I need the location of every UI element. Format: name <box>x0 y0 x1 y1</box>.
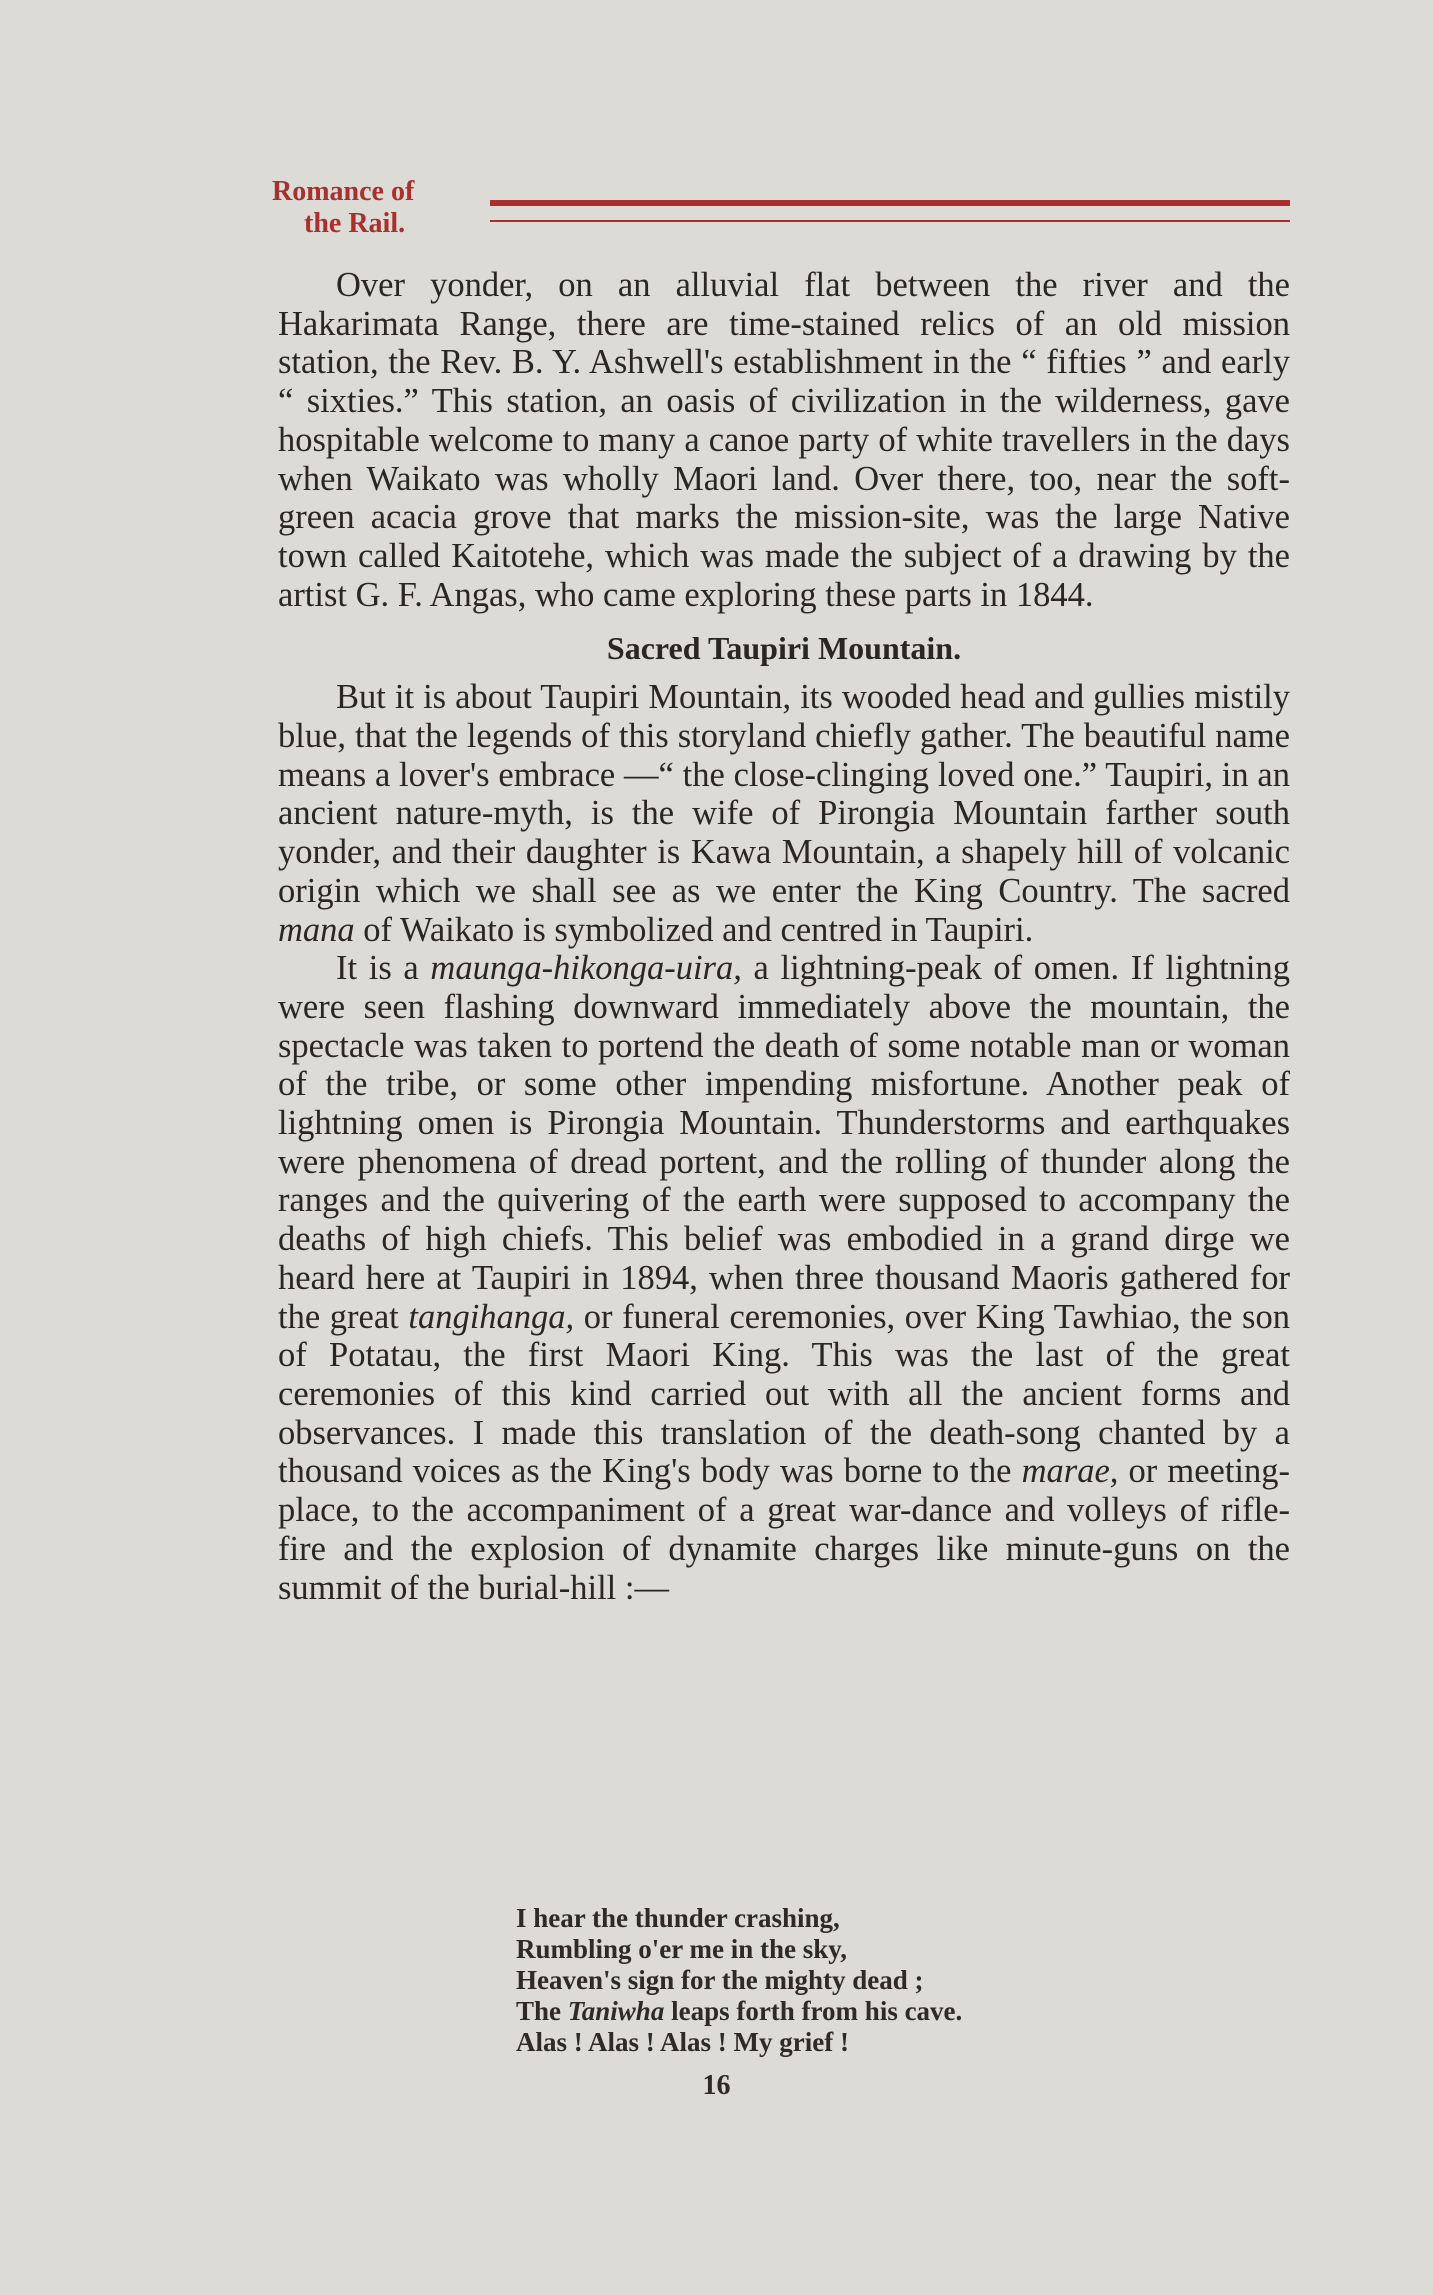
death-song-verse <box>516 1903 1156 2058</box>
verse-line-4 <box>516 1996 1156 2027</box>
series-title-line1: Romance of <box>272 176 415 207</box>
page-number: 16 <box>702 2070 731 2101</box>
italic-term-marae: marae, <box>1021 1452 1119 1491</box>
paragraph-text: of Waikato is symbolized and centred in Taupiri. <box>354 910 1034 949</box>
verse-text: The <box>516 1996 568 2026</box>
body-text <box>278 266 1290 1607</box>
paragraph-text: or meeting-place, to the accompaniment of a great war-dance and volleys of rifle-fire and the explosion of dynamite charges like minute-guns on the summit of the burial-hill :— <box>278 1452 1291 1607</box>
verse-line-1: I hear the thunder crashing, <box>516 1903 840 1933</box>
paragraph-text: a lightning-peak of omen. If lightning were seen flashing downward immediately above the mountain, the spectacle was taken to portend the death of some notable man or woman of the tribe, or some other impending misfortune. Another peak of lightning omen is Pirongia Mountain. Thunderstorms and earthquakes were phenomena of dread portent, and the rolling of thunder along the ranges and the quivering of the earth were supposed to accompany the deaths of high chiefs. This belief was embodied in a grand dirge we heard here at Taupiri in 1894, when three thousand Maoris gathered for the great <box>278 949 1290 1336</box>
italic-term-tangihanga: tangihanga, <box>408 1297 575 1336</box>
header-rule-thick <box>490 200 1290 206</box>
paragraph-text: But it is about Taupiri Mountain, its wooded head and gullies mistily blue, that the legends of this storyland chiefly gather. The beautiful name means a lover's embrace —“ the close-clinging loved one.” Taupiri, in an ancient nature-myth, is the wife of Pirongia Mountain farther south yonder, and their daughter is Kawa Mountain, a shapely hill of volcanic origin which we shall see as we enter the King Country. The sacred <box>278 678 1290 910</box>
series-title <box>272 176 462 240</box>
section-heading: Sacred Taupiri Mountain. <box>606 630 962 667</box>
italic-term-taniwha: Taniwha <box>567 1996 665 2026</box>
verse-line-2: Rumbling o'er me in the sky, <box>516 1934 848 1964</box>
verse-text: leaps forth from his cave. <box>664 1996 963 2026</box>
paragraph-mission-station: Over yonder, on an alluvial flat between the river and the Hakarimata Range, there are time-stained relics of an old mission station, the Rev. B. Y. Ashwell's establishment in the “ fifties ” and early “ sixties.” This station, an oasis of civilization in the wilderness, gave hospitable welcome to many a canoe party of white travellers in the days when Waikato was wholly Maori land. Over there, too, near the soft-green acacia grove that marks the mission-site, was the large Native town called Kaitotehe, which was made the subject of a drawing by the artist G. F. Angas, who came exploring these parts in 1844. <box>278 266 1290 614</box>
running-header <box>272 176 1290 246</box>
italic-term-maunga: maunga-hikonga-uira, <box>430 949 742 988</box>
paragraph-text: or funeral ceremonies, over King Tawhiao, the son of Potatau, the first Maori King. This was the last of the great ceremonies of this kind carried out with all the ancient forms and observances. I made this translation of the death-song chanted by a thousand voices as the King's body was borne to the <box>278 1297 1290 1491</box>
verse-line-3: Heaven's sign for the mighty dead ; <box>516 1965 924 1995</box>
paragraph-lightning-peak <box>278 949 1290 1607</box>
paragraph-text: It is a <box>336 949 431 988</box>
paragraph-taupiri <box>278 678 1290 949</box>
header-rule-thin <box>490 220 1290 222</box>
series-title-line2: the Rail. <box>304 208 406 239</box>
italic-term-mana: mana <box>278 910 355 949</box>
verse-line-5: Alas ! Alas ! Alas ! My grief ! <box>516 2027 849 2057</box>
